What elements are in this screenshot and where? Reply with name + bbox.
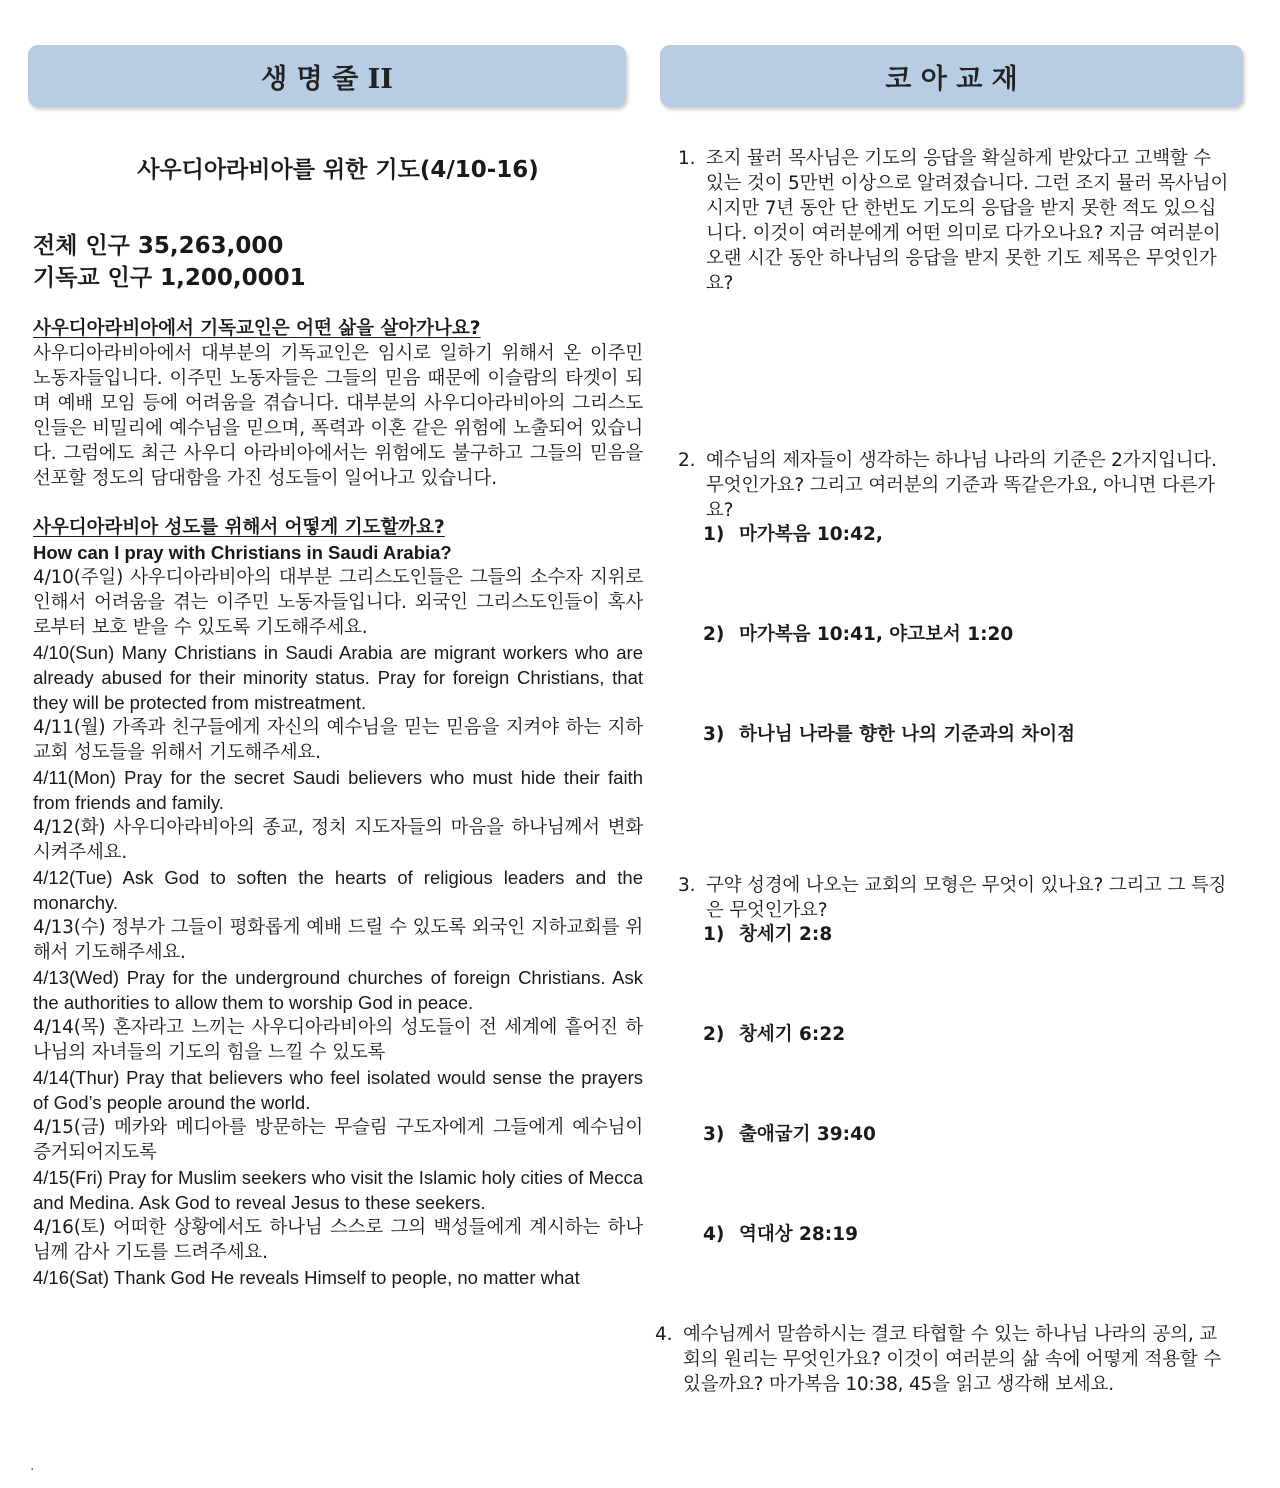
question-1: [678, 146, 1230, 296]
prayer-entry: 4/11(월) 가족과 친구들에게 자신의 예수님을 믿는 믿음을 지켜야 하는 지하 교회 성도들을 위해서 기도해주세요.: [33, 717, 643, 763]
ref-text: 마가복음 10:42,: [739, 524, 883, 545]
prayer-entry: 4/13(Wed) Pray for the underground churches of foreign Christians. Ask the authorities to allow them to worship God in peace.: [33, 967, 643, 1013]
population-christian: 기독교 인구 1,200,0001: [33, 265, 306, 291]
prayer-column: [33, 148, 643, 1290]
prayer-entry: 4/15(금) 메카와 메디아를 방문하는 무슬림 구도자에게 그들에게 예수님이 증거되어지도록: [33, 1117, 643, 1163]
prayer-entry: 4/14(Thur) Pray that believers who feel isolated would sense the prayers of God’s people around the world.: [33, 1067, 643, 1113]
ref-number: 2): [703, 624, 725, 645]
footer-mark: .: [30, 1458, 35, 1474]
ref-text: 출애굽기 39:40: [739, 1124, 876, 1145]
prayer-entry: 4/10(Sun) Many Christians in Saudi Arabia are migrant workers who are already abused for their minority status. Pray for foreign Christians, that they will be protected from mistreatment.: [33, 642, 643, 713]
question-2-ref-1: [703, 522, 883, 547]
ref-number: 4): [703, 1224, 725, 1245]
question-2-text: 예수님의 제자들이 생각하는 하나님 나라의 기준은 2가지입니다. 무엇인가요? 그리고 여러분의 기준과 똑같은가요, 아니면 다른가요?: [706, 450, 1217, 521]
question-4-number: 4.: [655, 1324, 673, 1345]
population-block: [33, 230, 643, 294]
question-4: [655, 1322, 1230, 1397]
ref-text: 창세기 2:8: [739, 924, 833, 945]
question-2-ref-2: [703, 622, 1013, 647]
prayer-entries: [33, 565, 643, 1290]
section-prayer: [33, 515, 643, 1290]
prayer-entry: 4/16(토) 어떠한 상황에서도 하나님 스스로 그의 백성들에게 계시하는 하나님께 감사 기도를 드려주세요.: [33, 1217, 643, 1263]
ref-number: 2): [703, 1024, 725, 1045]
section-life-body: 사우디아라비아에서 대부분의 기독교인은 임시로 일하기 위해서 온 이주민 노동자들입니다. 이주민 노동자들은 그들의 믿음 때문에 이슬람의 타겟이 되며 예배 모임 등에 어려움을 겪습니다. 대부분의 사우디아라비아의 그리스도인들은 비밀리에 예수님을 믿으며, 폭력과 이혼 같은 위험에 노출되어 있습니다. 그럼에도 최근 사우디 아라비아에서는 위험에도 불구하고 그들의 믿음을 선포할 정도의 담대함을 가진 성도들이 일어나고 있습니다.: [33, 343, 643, 489]
population-total: 전체 인구 35,263,000: [33, 233, 284, 259]
right-header-title: 코 아 교 재: [885, 63, 1018, 95]
question-3-ref-3: [703, 1122, 876, 1147]
prayer-entry: 4/15(Fri) Pray for Muslim seekers who visit the Islamic holy cities of Mecca and Medina. Ask God to reveal Jesus to these seekers.: [33, 1167, 643, 1213]
ref-text: 하나님 나라를 향한 나의 기준과의 차이점: [739, 724, 1076, 745]
question-3: [678, 873, 1230, 923]
prayer-entry: 4/11(Mon) Pray for the secret Saudi believers who must hide their faith from friends and family.: [33, 767, 643, 813]
prayer-entry: 4/10(주일) 사우디아라비아의 대부분 그리스도인들은 그들의 소수자 지위로 인해서 어려움을 겪는 이주민 노동자들입니다. 외국인 그리스도인들이 혹사로부터 보호 받을 수 있도록 기도해주세요.: [33, 567, 643, 638]
question-3-ref-2: [703, 1022, 845, 1047]
prayer-entry: 4/12(Tue) Ask God to soften the hearts of religious leaders and the monarchy.: [33, 867, 643, 913]
question-3-text: 구약 성경에 나오는 교회의 모형은 무엇이 있나요? 그리고 그 특징은 무엇인가요?: [706, 875, 1227, 921]
prayer-title: 사우디아라비아를 위한 기도(4/10-16): [137, 157, 539, 183]
question-3-number: 3.: [678, 875, 696, 896]
prayer-entry: 4/16(Sat) Thank God He reveals Himself to people, no matter what: [33, 1267, 580, 1288]
question-4-text: 예수님께서 말씀하시는 결코 타협할 수 있는 하나님 나라의 공의, 교회의 원리는 무엇인가요? 이것이 여러분의 삶 속에 어떻게 적용할 수 있을까요? 마가복음 10:38, 45을 읽고 생각해 보세요.: [683, 1324, 1221, 1395]
question-2-number: 2.: [678, 450, 696, 471]
question-3-ref-4: [703, 1222, 858, 1247]
section-life-heading: 사우디아라비아에서 기독교인은 어떤 삶을 살아가나요?: [33, 318, 481, 339]
question-1-number: 1.: [678, 148, 696, 169]
prayer-entry: 4/12(화) 사우디아라비아의 종교, 정치 지도자들의 마음을 하나님께서 변화시켜주세요.: [33, 817, 643, 863]
ref-number: 1): [703, 524, 725, 545]
right-header-banner: [660, 45, 1243, 107]
left-header-banner: [28, 45, 626, 107]
question-2: [678, 448, 1230, 523]
prayer-entry: 4/13(수) 정부가 그들이 평화롭게 예배 드릴 수 있도록 외국인 지하교회를 위해서 기도해주세요.: [33, 917, 643, 963]
question-3-ref-1: [703, 922, 832, 947]
ref-text: 마가복음 10:41, 야고보서 1:20: [739, 624, 1014, 645]
question-1-text: 조지 뮬러 목사님은 기도의 응답을 확실하게 받았다고 고백할 수 있는 것이 5만번 이상으로 알려졌습니다. 그런 조지 뮬러 목사님이시지만 7년 동안 단 한번도 기도의 응답을 받지 못한 적도 있으십니다. 이것이 여러분에게 어떤 의미로 다가오나요? 지금 여러분이 오랜 시간 동안 하나님의 응답을 받지 못한 기도 제목은 무엇인가요?: [706, 148, 1229, 294]
section-life: [33, 316, 643, 491]
ref-text: 역대상 28:19: [739, 1224, 858, 1245]
section-prayer-heading: 사우디아라비아 성도를 위해서 어떻게 기도할까요?: [33, 517, 445, 538]
question-2-ref-3: [703, 722, 1075, 747]
section-prayer-heading-en: How can I pray with Christians in Saudi Arabia?: [33, 542, 452, 563]
left-header-title: 생 명 줄 II: [261, 63, 393, 95]
ref-number: 1): [703, 924, 725, 945]
ref-text: 창세기 6:22: [739, 1024, 846, 1045]
ref-number: 3): [703, 1124, 725, 1145]
prayer-entry: 4/14(목) 혼자라고 느끼는 사우디아라비아의 성도들이 전 세계에 흩어진 하나님의 자녀들의 기도의 힘을 느낄 수 있도록: [33, 1017, 643, 1063]
ref-number: 3): [703, 724, 725, 745]
